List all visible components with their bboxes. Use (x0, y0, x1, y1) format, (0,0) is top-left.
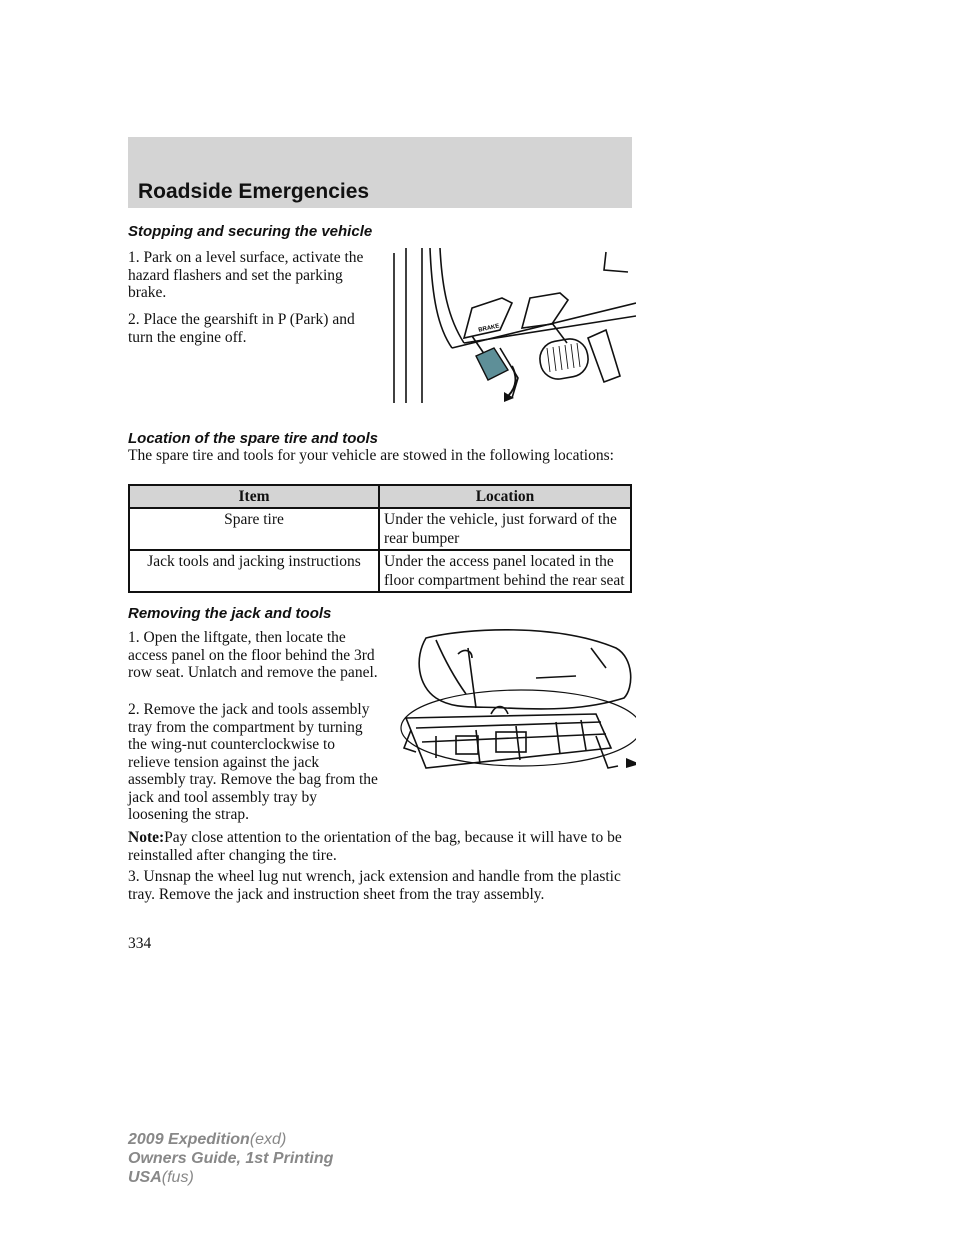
brake-label: BRAKE (477, 323, 501, 334)
header-location: Location (379, 485, 631, 508)
footer-market: USA (128, 1169, 162, 1186)
jack-tool-tray-illustration (396, 618, 636, 778)
footer-model: 2009 Expedition (128, 1131, 250, 1148)
cell-item: Spare tire (129, 508, 379, 550)
header-item: Item (129, 485, 379, 508)
step-remove-tray: 2. Remove the jack and tools assembly tray from the compartment by turning the wing-nut counterclockwise to relieve tension against the jack assembly tray. Remove the bag from the jack and tool assembly tray by loosening the strap. (128, 701, 378, 823)
cell-location: Under the vehicle, just forward of the rear bumper (379, 508, 631, 550)
section-heading-stopping: Stopping and securing the vehicle (128, 223, 373, 240)
step-open-liftgate: 1. Open the liftgate, then locate the access panel on the floor behind the 3rd row seat. Unlatch and remove the panel. (128, 629, 378, 681)
location-table (128, 484, 632, 593)
footer-printing: Owners Guide, 1st Printing (128, 1150, 334, 1167)
section-heading-location: Location of the spare tire and tools (128, 430, 379, 447)
footer-line-1 (128, 1130, 333, 1149)
section-heading-removing: Removing the jack and tools (128, 605, 332, 622)
note-orientation (128, 829, 632, 864)
note-text: Pay close attention to the orientation of the bag, because it will have to be reinstalled after changing the tire. (128, 829, 622, 864)
step-gearshift: 2. Place the gearshift in P (Park) and turn the engine off. (128, 311, 355, 346)
footer-model-code: (exd) (249, 1131, 287, 1148)
location-intro: The spare tire and tools for your vehicle are stowed in the following locations: (128, 447, 614, 464)
footer-market-code: (fus) (161, 1169, 194, 1186)
table-row (129, 508, 631, 550)
step-unsnap: 3. Unsnap the wheel lug nut wrench, jack extension and handle from the plastic tray. Remove the jack and instruction sheet from the tray assembly. (128, 868, 621, 903)
table-row (129, 550, 631, 592)
note-label: Note: (128, 829, 165, 846)
table-header-row (129, 485, 631, 508)
cell-location: Under the access panel located in the floor compartment behind the rear seat (379, 550, 631, 592)
footer (128, 1130, 333, 1187)
cell-item: Jack tools and jacking instructions (129, 550, 379, 592)
footer-line-3 (128, 1168, 333, 1187)
step-park: 1. Park on a level surface, activate the hazard flashers and set the parking brake. (128, 249, 364, 301)
brake-pedal-illustration (392, 248, 636, 406)
page-title: Roadside Emergencies (138, 180, 370, 203)
page-number: 334 (128, 935, 152, 952)
footer-line-2 (128, 1149, 333, 1168)
